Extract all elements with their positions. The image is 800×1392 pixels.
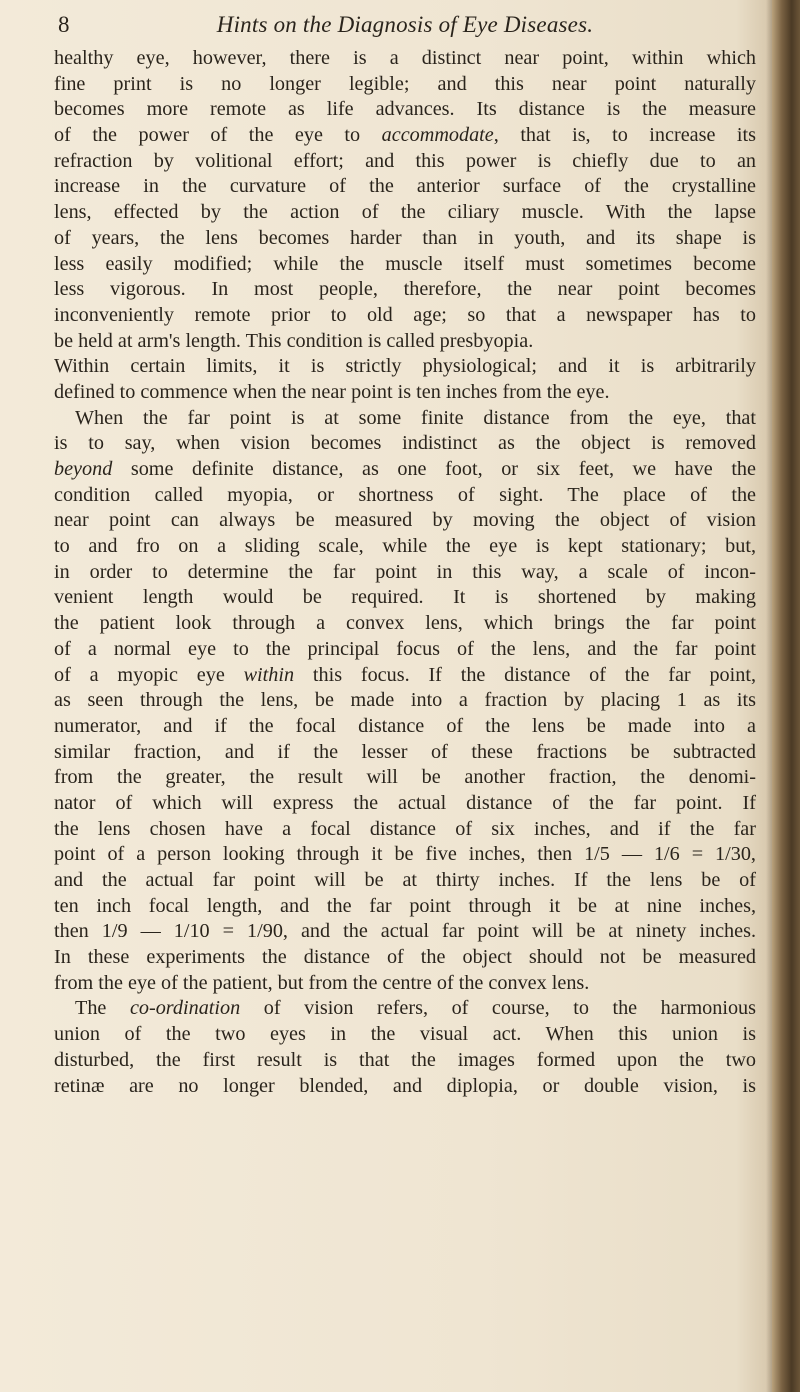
text-line-7: lens, effected by the action of the ciliary muscle. With the lapse — [54, 201, 756, 224]
text-line-27: numerator, and if the focal distance of the lens be made into a — [54, 714, 756, 737]
text-line-41: retinæ are no longer blended, and diplopia, or double vision, is — [54, 1074, 756, 1097]
text-line-10: less vigorous. In most people, therefore, the near point becomes — [54, 278, 756, 301]
text-line-9: less easily modified; while the muscle itself must sometimes become — [54, 252, 756, 275]
text-line-17-tail: some definite distance, as one foot, or six feet, we have the — [112, 458, 756, 480]
italic-beyond: beyond — [54, 458, 113, 480]
text-line-5: refraction by volitional effort; and this power is chiefly due to an — [54, 149, 756, 172]
text-line-32 — [54, 842, 756, 868]
text-line-21: in order to determine the far point in this way, a scale of incon- — [54, 560, 756, 583]
text-line-33: and the actual far point will be at thirty inches. If the lens be of — [54, 869, 756, 891]
text-line-4-tail: , that is, to increase its — [493, 124, 757, 147]
text-line-3: becomes more remote as life advances. Its distance is the measure — [54, 98, 756, 121]
text-line-25 — [54, 663, 756, 689]
text-line-25-head: of a myopic eye — [54, 663, 244, 686]
text-line-28: similar fraction, and if the lesser of these fractions be subtracted — [54, 740, 756, 763]
page-number: 8 — [58, 12, 70, 37]
text-line-14: defined to commence when the near point is ten inches from the eye. — [54, 380, 610, 403]
text-line-38 — [54, 996, 756, 1022]
italic-accommodate: accommodate — [381, 124, 494, 147]
italic-co-ordination: co-ordination — [129, 997, 241, 1020]
page-header — [54, 6, 756, 46]
text-line-6: increase in the curvature of the anterior surface of the crystalline — [54, 175, 756, 198]
text-line-13: Within certain limits, it is strictly physiological; and it is arbitrarily — [54, 355, 756, 378]
text-line-2: fine print is no longer legible; and this near point naturally — [54, 72, 756, 95]
text-line-15: When the far point is at some finite distance from the eye, that — [75, 406, 756, 429]
text-line-32-head: point of a person looking through it be five inches, then — [54, 843, 585, 866]
text-line-29: from the greater, the result will be another fraction, the denomi- — [54, 766, 756, 789]
text-line-23: the patient look through a convex lens, which brings the far point — [54, 612, 756, 635]
text-line-20: to and fro on a sliding scale, while the eye is kept stationary; but, — [54, 535, 756, 558]
text-line-25-tail: this focus. If the distance of the far point, — [294, 663, 756, 686]
body-text — [54, 46, 756, 1099]
text-line-34: ten inch focal length, and the far point through it be at nine inches, — [54, 894, 756, 917]
text-line-17 — [54, 457, 756, 483]
text-line-39: union of the two eyes in the visual act. When this union is — [54, 1023, 756, 1046]
text-line-35 — [54, 919, 756, 945]
book-binding-edge — [772, 0, 800, 1392]
text-line-4-head: of the power of the eye to — [54, 124, 382, 147]
text-line-12: be held at arm's length. This condition is called presbyopia. — [54, 329, 534, 352]
running-title: Hints on the Diagnosis of Eye Diseases. — [216, 12, 594, 37]
text-line-4 — [54, 123, 756, 149]
text-line-26: as seen through the lens, be made into a fraction by placing 1 as its — [54, 689, 756, 712]
text-line-1: healthy eye, however, there is a distinct near point, within which — [54, 47, 756, 69]
text-line-36: In these experiments the distance of the object should not be measured — [54, 946, 756, 969]
fraction-equation-2: 1/9 — 1/10 = 1/90, and the actual far point will be at ninety inches. — [101, 920, 756, 943]
italic-within: within — [243, 663, 295, 686]
text-line-22: venient length would be required. It is shortened by making — [54, 586, 756, 609]
text-line-18: condition called myopia, or shortness of sight. The place of the — [54, 483, 756, 506]
text-line-8: of years, the lens becomes harder than in youth, and its shape is — [54, 226, 756, 249]
text-line-40: disturbed, the first result is that the images formed upon the two — [54, 1048, 756, 1071]
text-line-24: of a normal eye to the principal focus of the lens, and the far point — [54, 637, 756, 660]
text-line-38-tail: of vision refers, of course, to the harmonious — [240, 997, 756, 1020]
text-line-16: is to say, when vision becomes indistinct as the object is removed — [54, 432, 756, 455]
fraction-equation-1: 1/5 — 1/6 = 1/30, — [584, 843, 756, 866]
text-line-19: near point can always be measured by moving the object of vision — [54, 509, 756, 532]
text-line-30: nator of which will express the actual distance of the far point. If — [54, 791, 756, 814]
text-line-35-head: then — [54, 920, 102, 943]
text-line-37: from the eye of the patient, but from the centre of the convex lens. — [54, 971, 590, 994]
text-line-31: the lens chosen have a focal distance of six inches, and if the far — [54, 817, 756, 840]
text-line-38-head: The — [75, 997, 130, 1020]
text-line-11: inconveniently remote prior to old age; so that a newspaper has to — [54, 303, 756, 326]
